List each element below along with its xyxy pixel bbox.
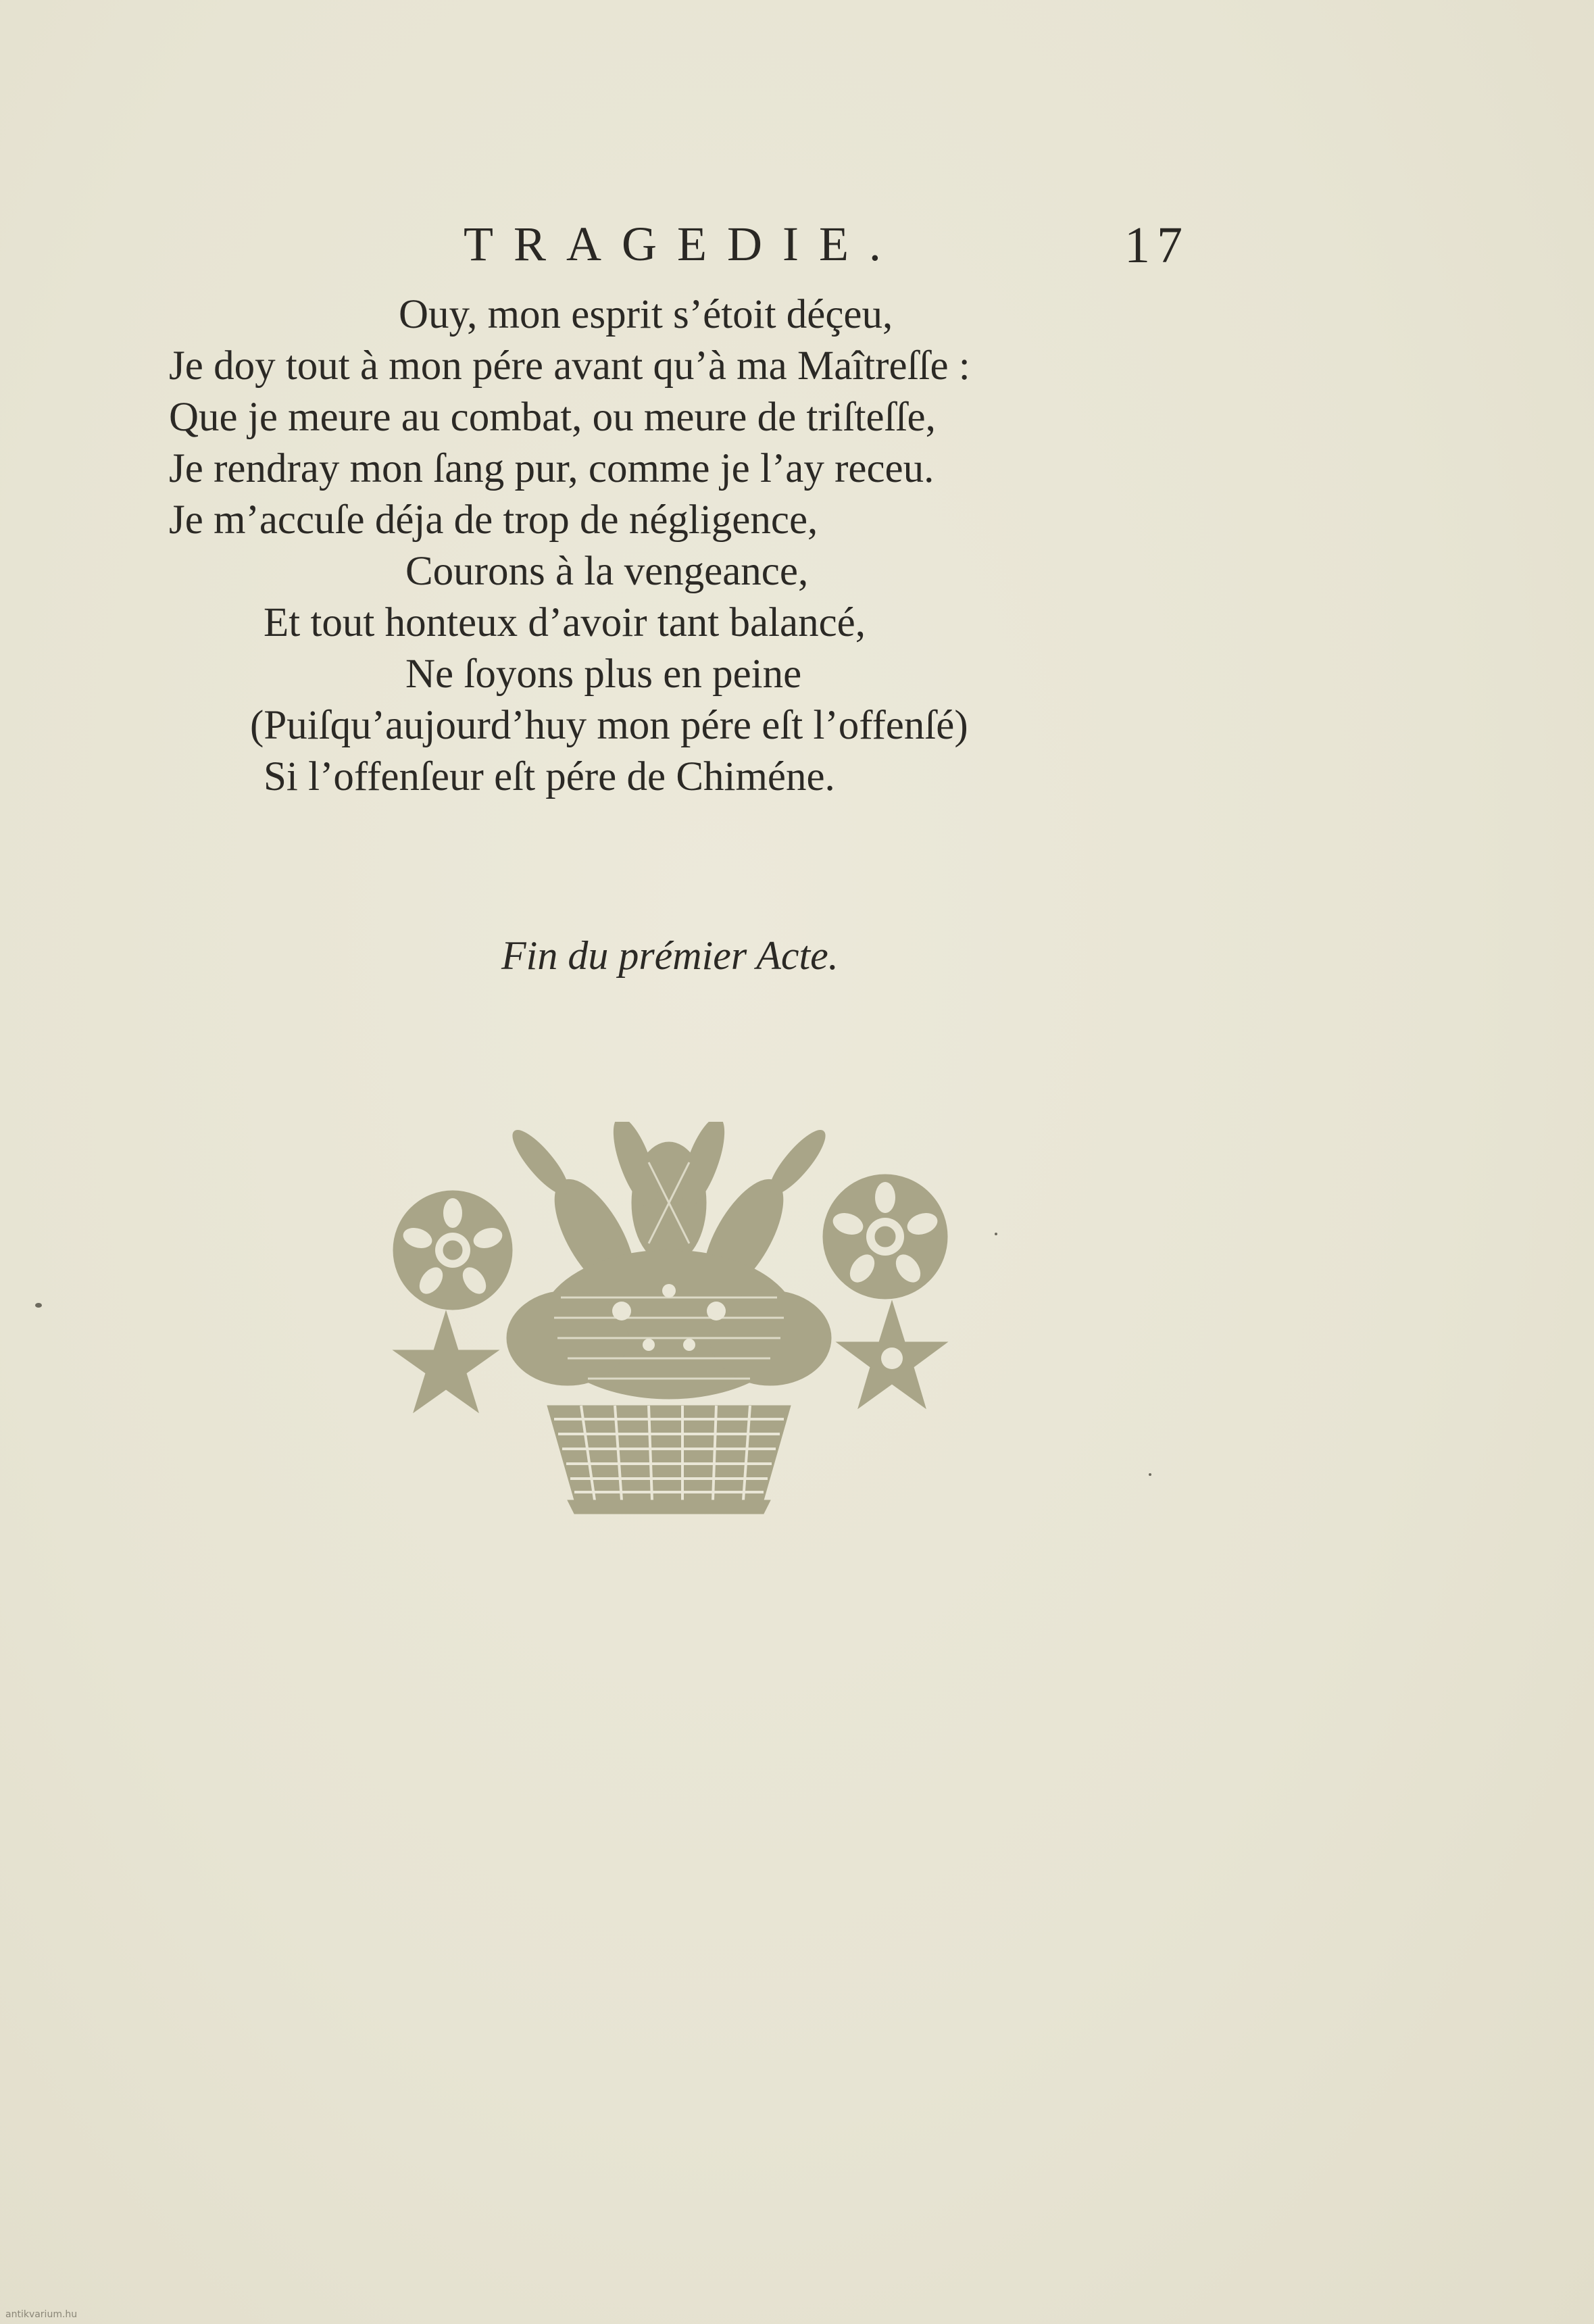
act-end-caption: Fin du prémier Acte. — [501, 933, 839, 978]
verse-line: Ouy, mon esprit s’étoit déçeu, — [399, 292, 893, 337]
verse-line: Que je meure au combat, ou meure de triſteſſe, — [169, 395, 936, 440]
page-number: 17 — [1124, 217, 1189, 274]
verse-line: Je rendray mon ſang pur, comme je l’ay receu. — [169, 446, 935, 491]
running-title: TRAGEDIE. — [464, 217, 901, 271]
basket-shape — [547, 1406, 791, 1514]
page-speck — [35, 1303, 42, 1308]
verse-line: Courons à la vengeance, — [405, 549, 809, 594]
verse-line: (Puiſqu’aujourd’huy mon pére eſt l’offenſé) — [250, 703, 968, 748]
verse-line: Et tout honteux d’avoir tant balancé, — [264, 600, 866, 645]
right-rose-shape — [823, 1175, 947, 1299]
right-star-flower-shape — [837, 1301, 947, 1408]
page-speck — [1149, 1473, 1151, 1476]
left-star-flower-shape — [393, 1311, 499, 1412]
verse-line: Ne ſoyons plus en peine — [405, 651, 802, 697]
verse-line: Si l’offenſeur eſt pére de Chiméne. — [264, 754, 835, 799]
verse-line: Je m’accuſe déja de trop de négligence, — [169, 497, 818, 543]
verse-line: Je doy tout à mon pére avant qu’à ma Maîtreſſe : — [169, 343, 970, 389]
left-rose-shape — [393, 1191, 512, 1310]
page-speck — [995, 1233, 997, 1235]
flower-basket-icon — [365, 1122, 973, 1527]
watermark-text: antikvarium.hu — [5, 2309, 78, 2320]
